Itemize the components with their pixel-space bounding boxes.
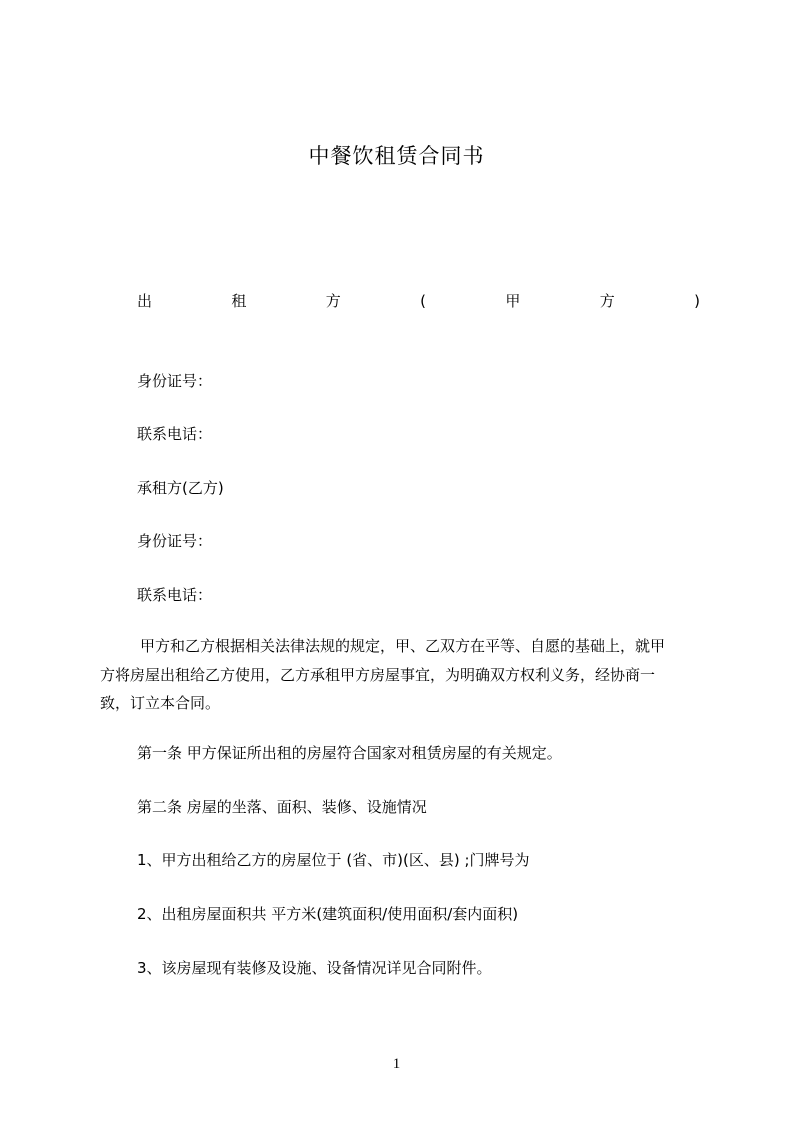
lessor-heading-char: 出: [137, 292, 153, 310]
lessor-heading-char: 方: [599, 292, 615, 310]
clause-1: 第一条 甲方保证所出租的房屋符合国家对租赁房屋的有关规定。: [137, 744, 562, 762]
page-number: 1: [392, 1056, 401, 1072]
intro-line: 方将房屋出租给乙方使用，乙方承租甲方房屋事宜，为明确双方权利义务，经协商一: [100, 665, 656, 684]
clause-2-item-1: 1、甲方出租给乙方的房屋位于 (省、市)(区、县) ;门牌号为: [137, 851, 530, 869]
lessor-heading-char: 租: [231, 292, 247, 310]
document-title: 中餐饮租赁合同书: [308, 144, 485, 168]
lessor-phone-label: 联系电话：: [137, 425, 213, 443]
intro-line: 甲方和乙方根据相关法律法规的规定，甲、乙双方在平等、自愿的基础上，就甲: [140, 637, 666, 655]
lessor-heading: [137, 288, 700, 314]
lessor-heading-char: (: [420, 292, 426, 310]
intro-paragraph: [100, 632, 703, 718]
clause-2-item-3: 3、该房屋现有装修及设施、设备情况详见合同附件。: [137, 959, 492, 977]
lessor-heading-char: 甲: [505, 292, 521, 310]
intro-line: 致，订立本合同。: [100, 694, 221, 712]
lessor-heading-char: ): [694, 292, 700, 310]
lessee-heading: 承租方(乙方): [137, 479, 224, 497]
lessee-id-number-label: 身份证号：: [137, 532, 213, 550]
lessor-id-number-label: 身份证号：: [137, 372, 213, 390]
clause-2-heading: 第二条 房屋的坐落、面积、装修、设施情况: [137, 798, 427, 816]
lessor-heading-char: 方: [325, 292, 341, 310]
clause-2-item-2: 2、出租房屋面积共 平方米(建筑面积/使用面积/套内面积): [137, 905, 519, 923]
lessee-phone-label: 联系电话：: [137, 586, 213, 604]
